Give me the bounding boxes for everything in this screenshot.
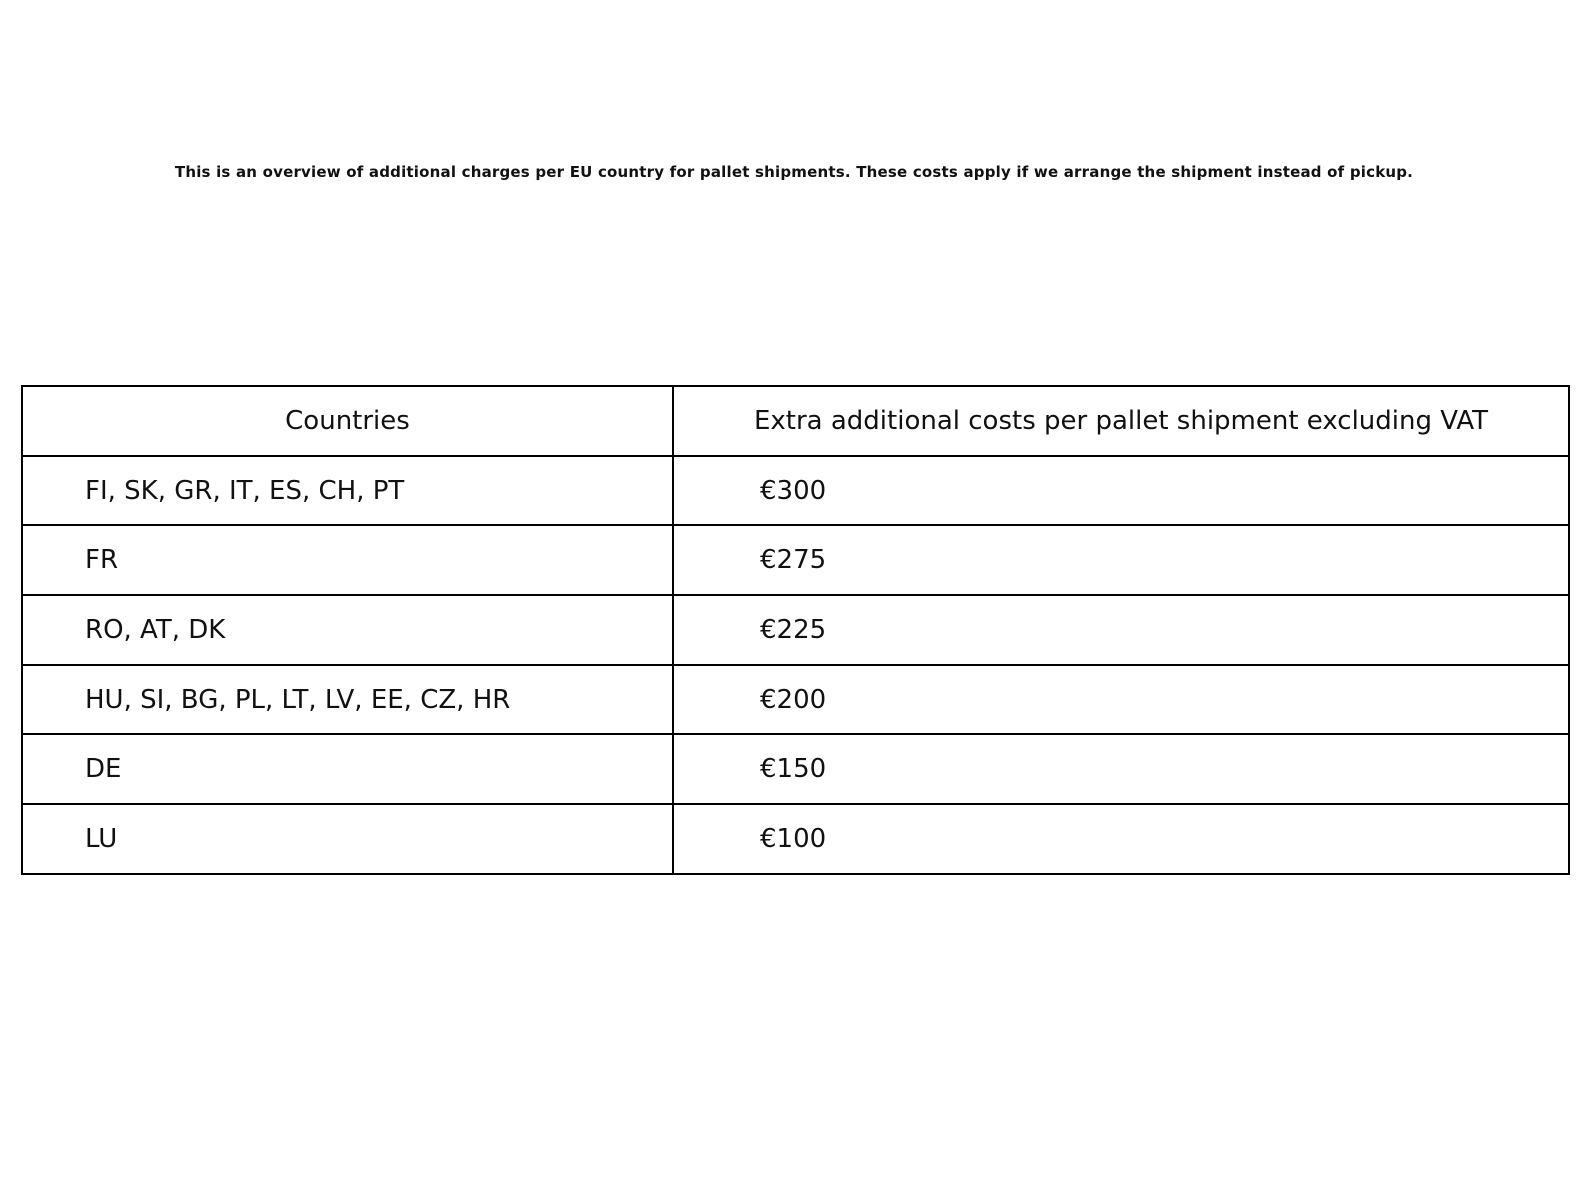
countries-column-header: Countries	[22, 386, 673, 456]
charges-table-container	[21, 385, 1570, 875]
page-caption: This is an overview of additional charges per EU country for pallet shipments. These costs apply if we arrange the shipment instead of pickup.	[174, 163, 1414, 181]
cost-cell: €300	[673, 456, 1569, 526]
countries-cell: FR	[22, 525, 673, 595]
cost-cell: €100	[673, 804, 1569, 874]
table-row	[22, 456, 1569, 526]
countries-cell: DE	[22, 734, 673, 804]
cost-cell: €150	[673, 734, 1569, 804]
table-row	[22, 665, 1569, 735]
table-row	[22, 734, 1569, 804]
countries-cell: LU	[22, 804, 673, 874]
table-row	[22, 525, 1569, 595]
cost-cell: €275	[673, 525, 1569, 595]
table-row	[22, 595, 1569, 665]
charges-table	[21, 385, 1570, 875]
countries-cell: RO, AT, DK	[22, 595, 673, 665]
countries-cell: FI, SK, GR, IT, ES, CH, PT	[22, 456, 673, 526]
charges-table-header	[22, 386, 1569, 456]
cost-column-header: Extra additional costs per pallet shipment excluding VAT	[673, 386, 1569, 456]
cost-cell: €200	[673, 665, 1569, 735]
table-body	[22, 456, 1569, 874]
table-row	[22, 804, 1569, 874]
header-row	[22, 386, 1569, 456]
countries-cell: HU, SI, BG, PL, LT, LV, EE, CZ, HR	[22, 665, 673, 735]
cost-cell: €225	[673, 595, 1569, 665]
